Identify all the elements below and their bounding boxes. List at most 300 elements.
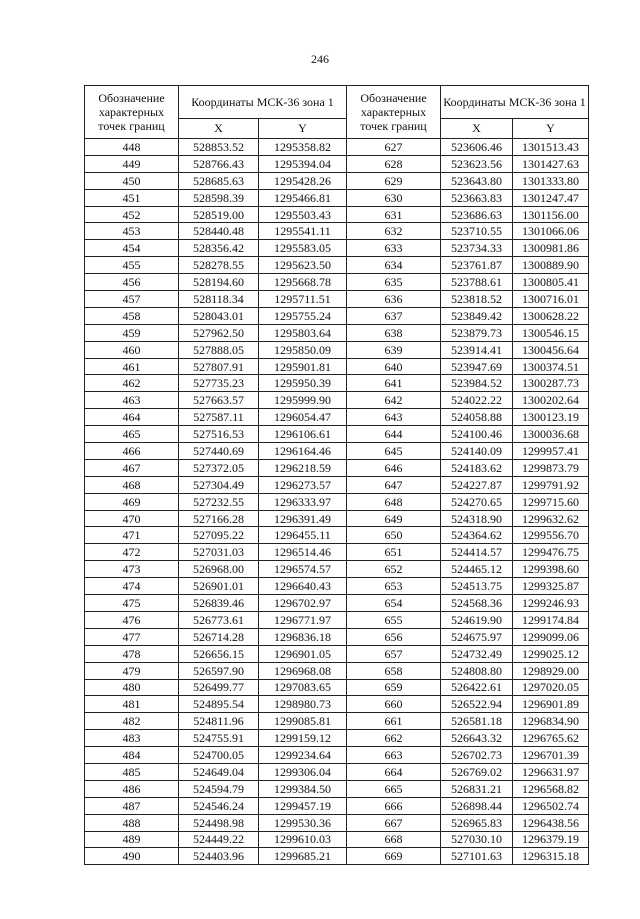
left-point-id: 449: [85, 155, 179, 172]
left-y-value: 1299610.03: [259, 831, 347, 848]
right-y-value: 1301156.00: [513, 206, 589, 223]
table-row: [85, 611, 589, 628]
right-y-value: 1300716.01: [513, 291, 589, 308]
left-x-value: 526656.15: [179, 645, 259, 662]
left-point-id: 469: [85, 493, 179, 510]
right-x-value: 524732.49: [441, 645, 513, 662]
left-y-value: 1299234.64: [259, 747, 347, 764]
right-point-id: 640: [347, 358, 441, 375]
left-y-value: 1296836.18: [259, 628, 347, 645]
coords-group-header-right: Координаты МСК-36 зона 1: [441, 86, 589, 119]
y-header-right: Y: [513, 118, 589, 138]
table-row: [85, 291, 589, 308]
left-x-value: 524403.96: [179, 848, 259, 865]
table-row: [85, 679, 589, 696]
left-point-id: 463: [85, 392, 179, 409]
right-point-id: 631: [347, 206, 441, 223]
right-x-value: 526643.32: [441, 730, 513, 747]
left-point-id: 458: [85, 307, 179, 324]
right-x-value: 526831.21: [441, 780, 513, 797]
left-y-value: 1295466.81: [259, 189, 347, 206]
right-x-value: 523710.55: [441, 223, 513, 240]
right-y-value: 1299398.60: [513, 561, 589, 578]
right-point-id: 651: [347, 544, 441, 561]
left-y-value: 1296574.57: [259, 561, 347, 578]
left-point-id: 470: [85, 510, 179, 527]
left-y-value: 1299306.04: [259, 763, 347, 780]
left-point-id: 478: [85, 645, 179, 662]
table-row: [85, 831, 589, 848]
right-y-value: 1299873.79: [513, 459, 589, 476]
left-point-id: 462: [85, 375, 179, 392]
table-row: [85, 780, 589, 797]
right-point-id: 627: [347, 139, 441, 156]
table-row: [85, 257, 589, 274]
left-x-value: 527888.05: [179, 341, 259, 358]
right-y-value: 1301427.63: [513, 155, 589, 172]
coords-group-header-left: Координаты МСК-36 зона 1: [179, 86, 347, 119]
right-y-value: 1299556.70: [513, 527, 589, 544]
left-y-value: 1296968.08: [259, 662, 347, 679]
right-point-id: 638: [347, 324, 441, 341]
right-point-id: 628: [347, 155, 441, 172]
right-x-value: 523663.83: [441, 189, 513, 206]
left-x-value: 526499.77: [179, 679, 259, 696]
right-point-id: 662: [347, 730, 441, 747]
right-point-id: 641: [347, 375, 441, 392]
left-point-id: 459: [85, 324, 179, 341]
point-label-header-right: Обозначение характерных точек границ: [347, 86, 441, 139]
left-point-id: 456: [85, 274, 179, 291]
right-x-value: 523849.42: [441, 307, 513, 324]
table-row: [85, 730, 589, 747]
left-point-id: 473: [85, 561, 179, 578]
right-y-value: 1299099.06: [513, 628, 589, 645]
table-row: [85, 595, 589, 612]
left-point-id: 466: [85, 443, 179, 460]
right-y-value: 1299957.41: [513, 443, 589, 460]
right-point-id: 636: [347, 291, 441, 308]
right-y-value: 1296765.62: [513, 730, 589, 747]
left-point-id: 451: [85, 189, 179, 206]
y-header-left: Y: [259, 118, 347, 138]
table-row: [85, 848, 589, 865]
table-row: [85, 713, 589, 730]
right-y-value: 1299791.92: [513, 476, 589, 493]
right-y-value: 1296568.82: [513, 780, 589, 797]
right-point-id: 654: [347, 595, 441, 612]
left-point-id: 475: [85, 595, 179, 612]
left-y-value: 1299530.36: [259, 814, 347, 831]
left-x-value: 526839.46: [179, 595, 259, 612]
right-point-id: 658: [347, 662, 441, 679]
right-x-value: 526898.44: [441, 797, 513, 814]
left-y-value: 1295583.05: [259, 240, 347, 257]
right-point-id: 648: [347, 493, 441, 510]
right-x-value: 526769.02: [441, 763, 513, 780]
table-row: [85, 223, 589, 240]
left-point-id: 490: [85, 848, 179, 865]
right-y-value: 1300123.19: [513, 409, 589, 426]
right-x-value: 524183.62: [441, 459, 513, 476]
right-point-id: 665: [347, 780, 441, 797]
right-point-id: 666: [347, 797, 441, 814]
right-y-value: 1296315.18: [513, 848, 589, 865]
left-x-value: 527587.11: [179, 409, 259, 426]
right-x-value: 524568.36: [441, 595, 513, 612]
right-y-value: 1296701.39: [513, 747, 589, 764]
table-row: [85, 510, 589, 527]
right-x-value: 524100.46: [441, 426, 513, 443]
left-point-id: 457: [85, 291, 179, 308]
right-x-value: 523914.41: [441, 341, 513, 358]
left-x-value: 524811.96: [179, 713, 259, 730]
left-y-value: 1295711.51: [259, 291, 347, 308]
left-x-value: 528194.60: [179, 274, 259, 291]
left-y-value: 1299159.12: [259, 730, 347, 747]
left-y-value: 1295358.82: [259, 139, 347, 156]
right-point-id: 644: [347, 426, 441, 443]
left-x-value: 527166.28: [179, 510, 259, 527]
left-x-value: 524895.54: [179, 696, 259, 713]
right-y-value: 1297020.05: [513, 679, 589, 696]
left-x-value: 526773.61: [179, 611, 259, 628]
right-y-value: 1300889.90: [513, 257, 589, 274]
left-y-value: 1296455.11: [259, 527, 347, 544]
right-x-value: 523606.46: [441, 139, 513, 156]
left-point-id: 452: [85, 206, 179, 223]
left-point-id: 486: [85, 780, 179, 797]
right-point-id: 650: [347, 527, 441, 544]
left-point-id: 481: [85, 696, 179, 713]
right-y-value: 1300628.22: [513, 307, 589, 324]
right-x-value: 526965.83: [441, 814, 513, 831]
right-x-value: 524513.75: [441, 578, 513, 595]
right-x-value: 526522.94: [441, 696, 513, 713]
right-x-value: 524675.97: [441, 628, 513, 645]
left-x-value: 527735.23: [179, 375, 259, 392]
right-point-id: 656: [347, 628, 441, 645]
left-x-value: 527516.53: [179, 426, 259, 443]
right-x-value: 527030.10: [441, 831, 513, 848]
left-y-value: 1299457.19: [259, 797, 347, 814]
left-x-value: 528356.42: [179, 240, 259, 257]
left-point-id: 461: [85, 358, 179, 375]
table-row: [85, 561, 589, 578]
left-y-value: 1296106.61: [259, 426, 347, 443]
table-row: [85, 763, 589, 780]
table-body: [85, 139, 589, 865]
right-x-value: 523984.52: [441, 375, 513, 392]
coordinates-table: [84, 85, 589, 865]
left-x-value: 524449.22: [179, 831, 259, 848]
table-row: [85, 797, 589, 814]
right-y-value: 1300456.64: [513, 341, 589, 358]
left-y-value: 1295428.26: [259, 172, 347, 189]
right-x-value: 523879.73: [441, 324, 513, 341]
left-y-value: 1299685.21: [259, 848, 347, 865]
table-row: [85, 240, 589, 257]
right-point-id: 642: [347, 392, 441, 409]
left-y-value: 1296164.46: [259, 443, 347, 460]
right-x-value: 523947.69: [441, 358, 513, 375]
right-x-value: 523686.63: [441, 206, 513, 223]
left-point-id: 474: [85, 578, 179, 595]
table-row: [85, 155, 589, 172]
right-x-value: 527101.63: [441, 848, 513, 865]
left-point-id: 450: [85, 172, 179, 189]
left-point-id: 454: [85, 240, 179, 257]
left-point-id: 485: [85, 763, 179, 780]
table-row: [85, 307, 589, 324]
right-y-value: 1296502.74: [513, 797, 589, 814]
left-x-value: 524546.24: [179, 797, 259, 814]
left-point-id: 467: [85, 459, 179, 476]
right-point-id: 661: [347, 713, 441, 730]
left-x-value: 528440.48: [179, 223, 259, 240]
left-y-value: 1295999.90: [259, 392, 347, 409]
left-point-id: 464: [85, 409, 179, 426]
left-y-value: 1296273.57: [259, 476, 347, 493]
left-point-id: 453: [85, 223, 179, 240]
left-point-id: 465: [85, 426, 179, 443]
right-point-id: 630: [347, 189, 441, 206]
right-point-id: 635: [347, 274, 441, 291]
right-x-value: 526702.73: [441, 747, 513, 764]
left-x-value: 528043.01: [179, 307, 259, 324]
right-x-value: 523734.33: [441, 240, 513, 257]
right-y-value: 1299715.60: [513, 493, 589, 510]
left-point-id: 477: [85, 628, 179, 645]
right-point-id: 660: [347, 696, 441, 713]
left-x-value: 527304.49: [179, 476, 259, 493]
table-row: [85, 172, 589, 189]
left-x-value: 528853.52: [179, 139, 259, 156]
right-point-id: 645: [347, 443, 441, 460]
right-point-id: 646: [347, 459, 441, 476]
left-y-value: 1296901.05: [259, 645, 347, 662]
right-x-value: 523761.87: [441, 257, 513, 274]
left-x-value: 528118.34: [179, 291, 259, 308]
x-header-left: X: [179, 118, 259, 138]
left-y-value: 1296333.97: [259, 493, 347, 510]
left-x-value: 527440.69: [179, 443, 259, 460]
left-point-id: 484: [85, 747, 179, 764]
x-header-right: X: [441, 118, 513, 138]
table-row: [85, 324, 589, 341]
right-x-value: 524808.80: [441, 662, 513, 679]
right-x-value: 524058.88: [441, 409, 513, 426]
table-row: [85, 628, 589, 645]
right-y-value: 1301513.43: [513, 139, 589, 156]
left-y-value: 1296771.97: [259, 611, 347, 628]
table-row: [85, 527, 589, 544]
table-row: [85, 341, 589, 358]
table-row: [85, 426, 589, 443]
right-y-value: 1300036.68: [513, 426, 589, 443]
left-x-value: 527232.55: [179, 493, 259, 510]
table-row: [85, 139, 589, 156]
left-x-value: 528519.00: [179, 206, 259, 223]
left-y-value: 1295623.50: [259, 257, 347, 274]
left-x-value: 527095.22: [179, 527, 259, 544]
right-y-value: 1296438.56: [513, 814, 589, 831]
left-point-id: 455: [85, 257, 179, 274]
right-x-value: 526422.61: [441, 679, 513, 696]
left-x-value: 526901.01: [179, 578, 259, 595]
left-y-value: 1295503.43: [259, 206, 347, 223]
left-point-id: 472: [85, 544, 179, 561]
table-row: [85, 189, 589, 206]
right-x-value: 524364.62: [441, 527, 513, 544]
right-y-value: 1300546.15: [513, 324, 589, 341]
left-x-value: 526714.28: [179, 628, 259, 645]
left-point-id: 482: [85, 713, 179, 730]
right-x-value: 524318.90: [441, 510, 513, 527]
right-point-id: 655: [347, 611, 441, 628]
table-row: [85, 747, 589, 764]
right-x-value: 524465.12: [441, 561, 513, 578]
table-row: [85, 493, 589, 510]
table-row: [85, 578, 589, 595]
right-point-id: 637: [347, 307, 441, 324]
left-x-value: 528598.39: [179, 189, 259, 206]
table-row: [85, 206, 589, 223]
right-point-id: 647: [347, 476, 441, 493]
table-row: [85, 274, 589, 291]
right-point-id: 667: [347, 814, 441, 831]
right-y-value: 1299246.93: [513, 595, 589, 612]
left-y-value: 1296514.46: [259, 544, 347, 561]
right-y-value: 1299025.12: [513, 645, 589, 662]
left-x-value: 526597.90: [179, 662, 259, 679]
left-x-value: 527962.50: [179, 324, 259, 341]
right-y-value: 1300202.64: [513, 392, 589, 409]
right-y-value: 1296379.19: [513, 831, 589, 848]
table-row: [85, 645, 589, 662]
table-row: [85, 375, 589, 392]
table-row: [85, 696, 589, 713]
right-y-value: 1301247.47: [513, 189, 589, 206]
right-point-id: 639: [347, 341, 441, 358]
left-x-value: 528685.63: [179, 172, 259, 189]
left-y-value: 1295950.39: [259, 375, 347, 392]
left-y-value: 1295541.11: [259, 223, 347, 240]
left-y-value: 1295394.04: [259, 155, 347, 172]
right-y-value: 1299325.87: [513, 578, 589, 595]
right-point-id: 659: [347, 679, 441, 696]
table-row: [85, 544, 589, 561]
left-point-id: 489: [85, 831, 179, 848]
left-x-value: 524755.91: [179, 730, 259, 747]
right-point-id: 633: [347, 240, 441, 257]
left-y-value: 1296218.59: [259, 459, 347, 476]
right-point-id: 634: [347, 257, 441, 274]
left-point-id: 471: [85, 527, 179, 544]
table-row: [85, 662, 589, 679]
right-y-value: 1296834.90: [513, 713, 589, 730]
right-x-value: 523788.61: [441, 274, 513, 291]
right-point-id: 668: [347, 831, 441, 848]
right-y-value: 1300287.73: [513, 375, 589, 392]
left-point-id: 480: [85, 679, 179, 696]
left-x-value: 527663.57: [179, 392, 259, 409]
left-y-value: 1295668.78: [259, 274, 347, 291]
left-x-value: 528766.43: [179, 155, 259, 172]
left-x-value: 528278.55: [179, 257, 259, 274]
left-x-value: 526968.00: [179, 561, 259, 578]
right-point-id: 663: [347, 747, 441, 764]
table-row: [85, 459, 589, 476]
point-label-header-left: Обозначение характерных точек границ: [85, 86, 179, 139]
right-y-value: 1298929.00: [513, 662, 589, 679]
right-y-value: 1299632.62: [513, 510, 589, 527]
left-y-value: 1299085.81: [259, 713, 347, 730]
right-point-id: 649: [347, 510, 441, 527]
right-x-value: 524270.65: [441, 493, 513, 510]
table-row: [85, 358, 589, 375]
table-row: [85, 443, 589, 460]
right-x-value: 524619.90: [441, 611, 513, 628]
left-y-value: 1296640.43: [259, 578, 347, 595]
table-row: [85, 409, 589, 426]
right-x-value: 524022.22: [441, 392, 513, 409]
table-row: [85, 814, 589, 831]
right-x-value: 523818.52: [441, 291, 513, 308]
right-y-value: 1301333.80: [513, 172, 589, 189]
right-y-value: 1300374.51: [513, 358, 589, 375]
left-y-value: 1295803.64: [259, 324, 347, 341]
right-x-value: 524140.09: [441, 443, 513, 460]
right-point-id: 629: [347, 172, 441, 189]
right-x-value: 524227.87: [441, 476, 513, 493]
left-x-value: 524498.98: [179, 814, 259, 831]
page-number: 246: [311, 52, 329, 66]
left-x-value: 524700.05: [179, 747, 259, 764]
left-y-value: 1298980.73: [259, 696, 347, 713]
left-y-value: 1296391.49: [259, 510, 347, 527]
right-y-value: 1296631.97: [513, 763, 589, 780]
right-point-id: 664: [347, 763, 441, 780]
left-point-id: 488: [85, 814, 179, 831]
left-point-id: 460: [85, 341, 179, 358]
left-point-id: 448: [85, 139, 179, 156]
right-y-value: 1300805.41: [513, 274, 589, 291]
left-point-id: 468: [85, 476, 179, 493]
left-y-value: 1296702.97: [259, 595, 347, 612]
right-y-value: 1296901.89: [513, 696, 589, 713]
right-y-value: 1299174.84: [513, 611, 589, 628]
right-y-value: 1299476.75: [513, 544, 589, 561]
left-y-value: 1299384.50: [259, 780, 347, 797]
right-point-id: 653: [347, 578, 441, 595]
table-row: [85, 392, 589, 409]
left-x-value: 524649.04: [179, 763, 259, 780]
right-x-value: 523623.56: [441, 155, 513, 172]
right-x-value: 524414.57: [441, 544, 513, 561]
left-y-value: 1295850.09: [259, 341, 347, 358]
right-point-id: 632: [347, 223, 441, 240]
left-y-value: 1295755.24: [259, 307, 347, 324]
right-point-id: 652: [347, 561, 441, 578]
right-point-id: 657: [347, 645, 441, 662]
left-x-value: 527372.05: [179, 459, 259, 476]
left-x-value: 524594.79: [179, 780, 259, 797]
left-point-id: 479: [85, 662, 179, 679]
right-x-value: 526581.18: [441, 713, 513, 730]
left-y-value: 1295901.81: [259, 358, 347, 375]
left-point-id: 483: [85, 730, 179, 747]
